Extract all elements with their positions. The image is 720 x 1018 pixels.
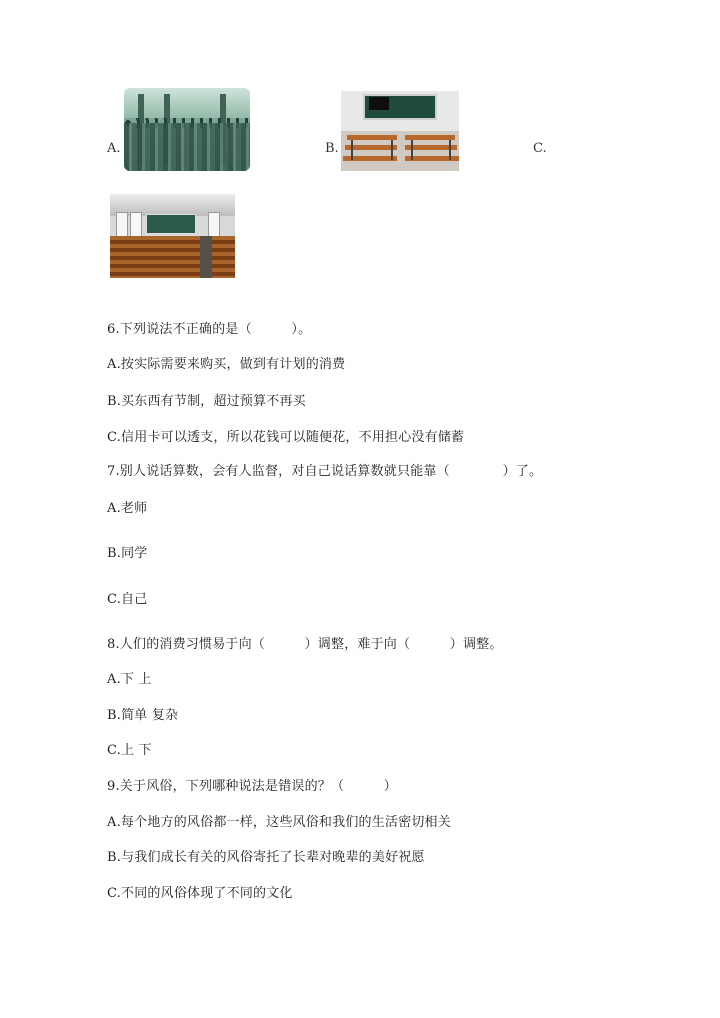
- question-7-option-b: B.同学: [107, 546, 148, 561]
- option-c-image: [110, 194, 235, 278]
- question-8-option-b: B.简单 复杂: [107, 708, 179, 723]
- question-9-option-a: A.每个地方的风俗都一样，这些风俗和我们的生活密切相关: [107, 815, 451, 830]
- question-6-option-c: C.信用卡可以透支，所以花钱可以随便花，不用担心没有储蓄: [107, 430, 465, 445]
- option-b-image: [341, 91, 459, 171]
- option-b-label: B.: [325, 141, 339, 156]
- question-8-stem: 8.人们的消费习惯易于向（ ）调整，难于向（ ）调整。: [107, 637, 503, 652]
- question-9-option-b: B.与我们成长有关的风俗寄托了长辈对晚辈的美好祝愿: [107, 850, 425, 865]
- option-c-label: C.: [533, 141, 547, 156]
- option-a-label: A.: [107, 141, 121, 156]
- question-8-option-a: A.下 上: [107, 672, 152, 687]
- question-6-option-b: B.买东西有节制，超过预算不再买: [107, 394, 306, 409]
- question-8-option-c: C.上 下: [107, 743, 152, 758]
- question-7-option-a: A.老师: [107, 501, 148, 516]
- question-9-stem: 9.关于风俗，下列哪种说法是错误的？（ ）: [107, 779, 398, 794]
- question-6-option-a: A.按实际需要来购买，做到有计划的消费: [107, 357, 346, 372]
- question-7-option-c: C.自己: [107, 592, 148, 607]
- question-6-stem: 6.下列说法不正确的是（ ）。: [107, 322, 312, 337]
- question-9-option-c: C.不同的风俗体现了不同的文化: [107, 886, 293, 901]
- question-7-stem: 7.别人说话算数，会有人监督，对自己说话算数就只能靠（ ）了。: [107, 464, 543, 479]
- option-a-image: [124, 88, 250, 171]
